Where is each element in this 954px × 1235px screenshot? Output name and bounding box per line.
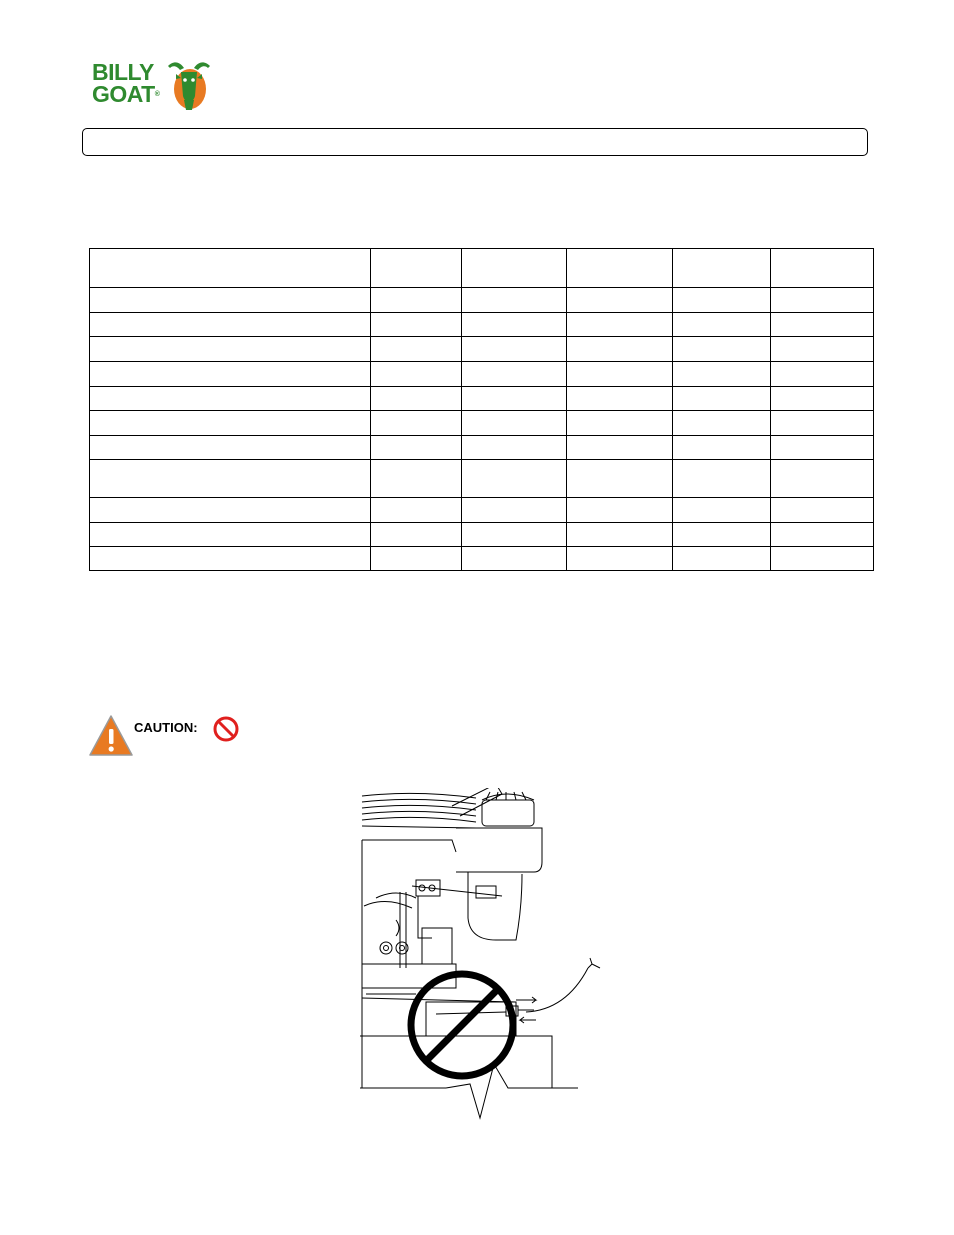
table-row [90, 523, 874, 547]
table-row [90, 337, 874, 362]
table-row [90, 288, 874, 313]
logo-text-goat [92, 83, 159, 106]
table-row [90, 460, 874, 498]
table-row [90, 362, 874, 387]
caution-notice [88, 714, 248, 758]
registered-mark: ® [154, 91, 160, 98]
goat-head-icon [164, 56, 214, 112]
table-row [90, 411, 874, 436]
table-row [90, 313, 874, 337]
caution-label: CAUTION: [134, 720, 198, 735]
logo-text-billy: BILLY [92, 59, 154, 85]
table-row [90, 547, 874, 571]
table-row [90, 436, 874, 460]
billy-goat-logo [92, 56, 220, 112]
warning-triangle-icon [88, 714, 134, 758]
table-header-row [90, 249, 874, 288]
table-row [90, 387, 874, 411]
logo-goat-word: GOAT [92, 81, 155, 107]
section-title-bar [82, 128, 868, 156]
prohibited-icon [212, 715, 240, 743]
prohibited-engine-drawing [356, 788, 606, 1123]
table-row [90, 498, 874, 523]
specification-table [89, 248, 874, 571]
